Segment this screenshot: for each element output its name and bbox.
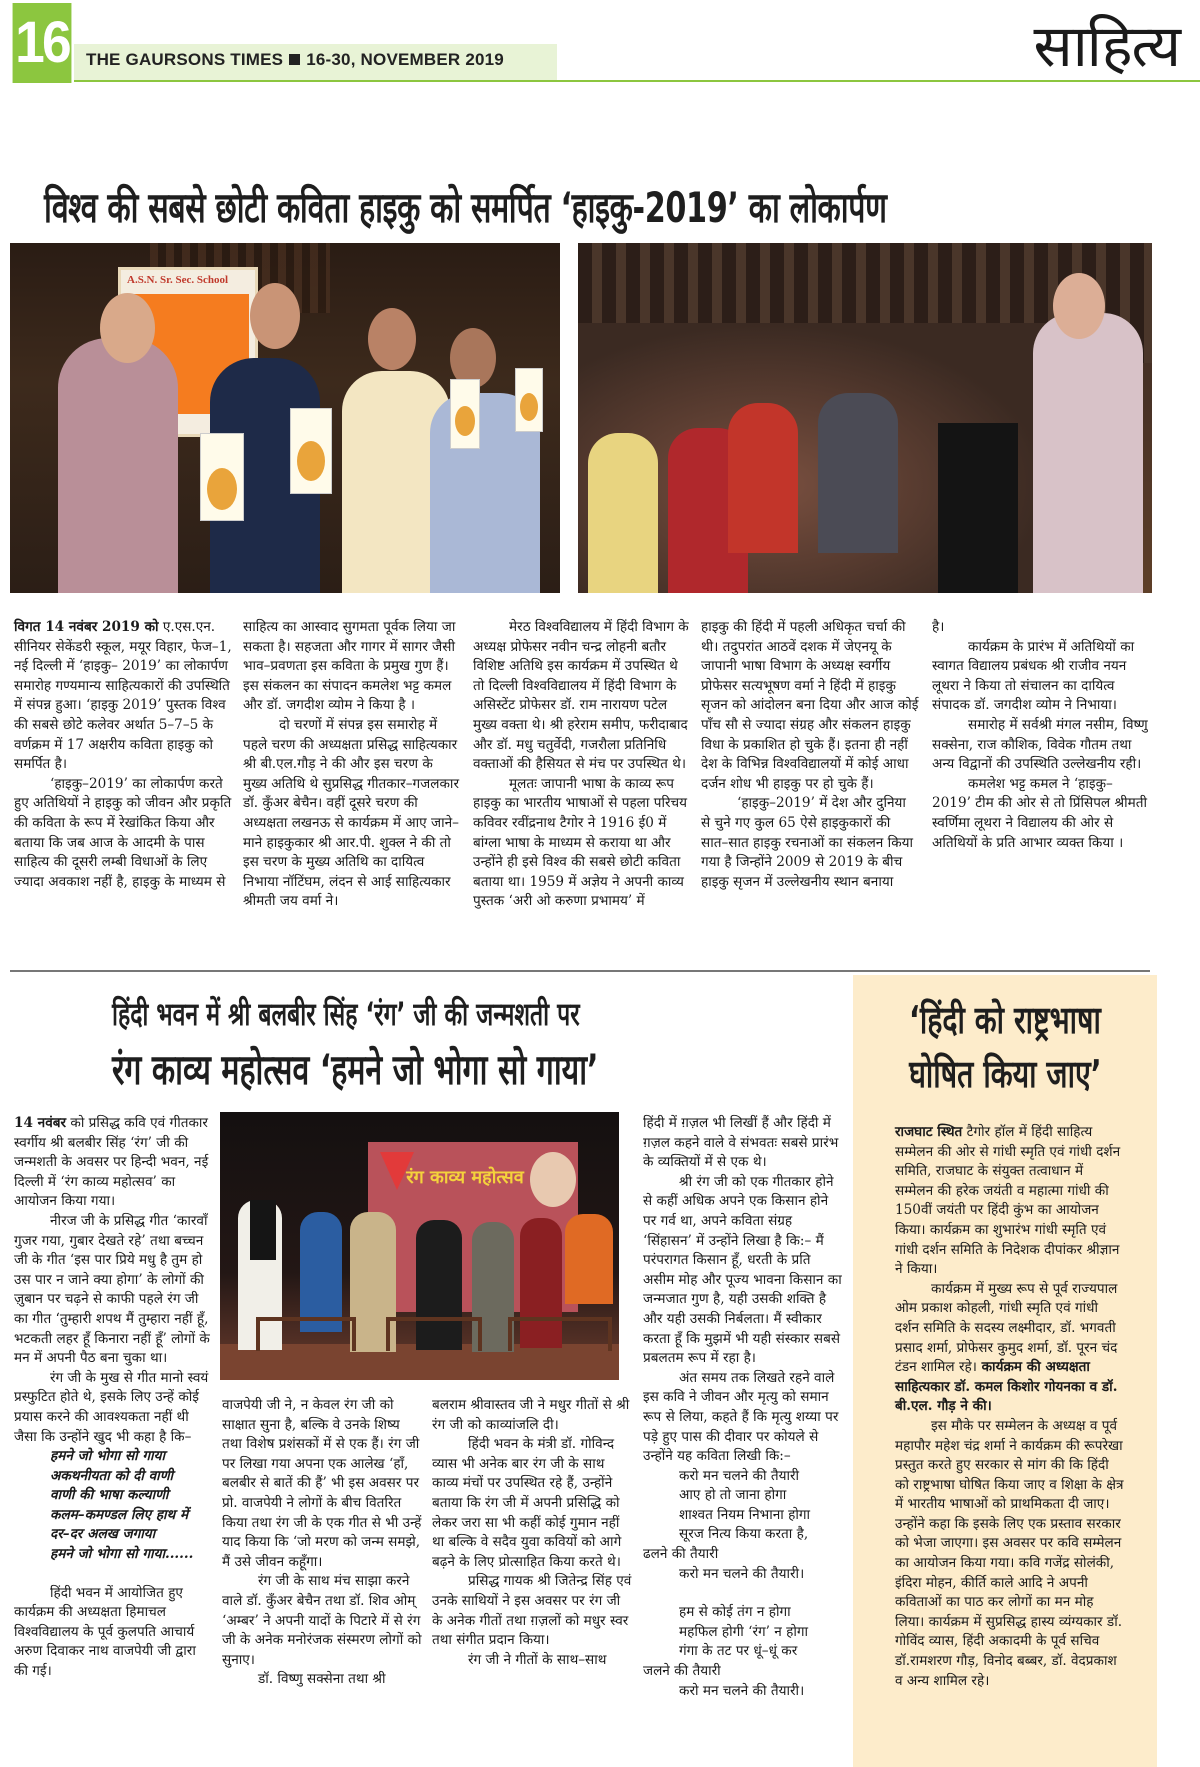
section-title: साहित्य — [1033, 12, 1180, 80]
book-haiku-2019 — [450, 379, 480, 449]
article2-headline-kicker: हिंदी भवन में श्री बलबीर सिंह ‘रंग’ जी की जन्मशती पर — [112, 995, 580, 1033]
paragraph: हाइकु की हिंदी में पहली अधिकृत चर्चा की थी। तदुपरांत आठवें दशक में जेएनयू के जापानी भाषा विभाग के अध्यक्ष स्वर्गीय प्रोफेसर सत्यभूषण वर्मा ने हिंदी में हाइकु सृजन को आंदोलन बना दिया और आज कोई पाँच सौ से ज्यादा संग्रह और संकलन हाइकु विधा के प्रकाशित हो चुके हैं। इतना ही नहीं देश के विभिन्न विश्वविद्यालयों में कोई आधा दर्जन शोध भी हाइकु पर हो चुके हैं। — [701, 619, 919, 792]
banner-text: A.S.N. Sr. Sec. School — [127, 274, 229, 286]
paragraph: रंग जी के साथ मंच साझा करने वाले डॉ. कुँअर बेचैन तथा डॉ. शिव ओम् ‘अम्बर’ ने अपनी यादों के पिटारे में से रंग जी के अनेक मनोरंजक संस्मरण लोगों को सुनाए। — [222, 1573, 422, 1668]
paragraph: हिंदी भवन के मंत्री डॉ. गोविन्द व्यास भी अनेक बार रंग जी के साथ काव्य मंचों पर उपस्थित रहे हैं, उन्होंने बताया कि रंग जी में अपनी प्रसिद्धि को लेकर जरा सा भी कहीं कोई गुमान नहीं था बल्कि वे सदैव युवा कवियों को आगे बढ़ने के लिए प्रोत्साहित किया करते थे। — [432, 1436, 622, 1570]
paragraph: दो चरणों में संपन्न इस समारोह में पहले चरण की अध्यक्षता प्रसिद्ध साहित्यकार श्री बी.एल.गौड़ ने की और इस चरण के मुख्य अतिथि थे सुप्रसिद्ध गीतकार–गजलकार डॉ. कुँअर बेचैन। वहीं दूसरे चरण की अध्यक्षता लखनऊ से कार्यक्रम में आए जाने–माने हाइकुकार श्री आर.पी. शुक्ल ने की तो इस चरण के मुख्य अतिथि का दायित्व निभाया नॉटिंघम, लंदन से आई साहित्यकार श्रीमती जय वर्मा ने। — [243, 716, 460, 910]
poem-line: हमने जो भोगा सो गाया — [50, 1448, 165, 1465]
verse-line: आए हो तो जाना होगा — [679, 1487, 787, 1504]
sidebar-headline — [853, 993, 1157, 1101]
paragraph: ‘हाइकु–2019’ का लोकार्पण करते हुए अतिथियों ने हाइकु को जीवन और प्रकृति की कविता के रूप में रेखांकित किया और बताया कि जब आज के आदमी के पास साहित्य की दूसरी लम्बी विधाओं के लिए ज्यादा अवकाश नहीं है, हाइकु के माध्यम से — [14, 775, 232, 890]
verse-refrain: करो मन चलने की तैयारी। — [679, 1565, 805, 1582]
book-haiku-2019 — [200, 433, 244, 521]
book-haiku-2019 — [290, 408, 332, 494]
paragraph-text: कार्यक्रम में मुख्य रूप से पूर्व राज्यपाल ओम प्रकाश कोहली, गांधी स्मृति एवं गांधी दर्शन समिति के सदस्य लक्ष्मीदार, डॉ. भगवती प्रसाद शर्मा, प्रोफेसर कुमुद शर्मा, डॉ. पूरन चंद टंडन शामिल रहे। — [895, 1280, 1118, 1376]
sidebar-headline-line: घोषित किया जाए’ — [908, 1052, 1102, 1096]
paragraph-text: ए.एस.एन. सीनियर सेकेंडरी स्कूल, मयूर विहार, फेज–1, नई दिल्ली में ‘हाइकु– 2019’ का लोकार्पण समारोह गण्यमान्य साहित्यकारों की उपस्थिति में संपन्न हुआ। ‘हाइकु 2019’ पुस्तक विश्व की सबसे छोटे कलेवर अर्थात 5–7–5 के वर्णक्रम में 17 अक्षरीय कविता हाइकु को समर्पित है। — [14, 619, 232, 773]
page-number: 16 — [13, 3, 72, 83]
verse-2 — [643, 1603, 843, 1701]
poem-line: कलम–कमण्डल लिए हाथ में — [50, 1506, 189, 1523]
verse-line: गंगा के तट पर धूं–धूं कर — [679, 1643, 798, 1660]
book-launch-photo — [10, 243, 560, 593]
verse-refrain: करो मन चलने की तैयारी। — [679, 1682, 805, 1699]
paragraph: बलराम श्रीवास्तव जी ने मधुर गीतों से श्री रंग जी को काव्यांजलि दी। — [432, 1397, 630, 1433]
paragraph: रंग जी ने गीतों के साथ–साथ — [468, 1651, 607, 1668]
article1-column-5 — [932, 618, 1150, 853]
verse-line: महफिल होगी ‘रंग’ न होगा — [679, 1623, 809, 1640]
article2-column-2 — [222, 1396, 422, 1690]
article2-column-3 — [432, 1396, 632, 1670]
article1-column-2 — [243, 618, 461, 912]
verse-line: ढलने की तैयारी — [643, 1546, 719, 1563]
audience-speaker-photo — [578, 243, 1152, 593]
podium — [938, 423, 1018, 593]
lead-dateline: राजघाट स्थित — [895, 1124, 963, 1140]
paragraph: इस मौके पर सम्मेलन के अध्यक्ष व पूर्व महापौर महेश चंद्र शर्मा ने कार्यक्रम की रूपरेखा प्रस्तुत करते हुए सरकार से मांग की कि हिंदी को राष्ट्रभाषा घोषित किया जाए व शिक्षा के क्षेत्र में भारतीय भाषाओं को प्राथमिकता दी जाए। उन्होंने कहा कि इसके लिए एक प्रस्ताव सरकार को भेजा जाएगा। इस अवसर पर कवि सम्मेलन का आयोजन किया गया। कवि गजेंद्र सोलंकी, इंदिरा मोहन, कीर्ति काले आदि ने अपनी कविताओं का पाठ कर लोगों का मन मोह लिया। कार्यक्रम में सुप्रसिद्ध हास्य व्यंग्यकार डॉ. गोविंद व्यास, हिंदी अकादमी के पूर्व सचिव डॉ.रामशरण गौड़, विनोद बब्बर, डॉ. वेदप्रकाश व अन्य शामिल रहे। — [895, 1417, 1124, 1689]
paragraph: हिंदी में ग़ज़ल भी लिखीं हैं और हिंदी में ग़ज़ल कहने वाले वे संभवतः सबसे प्रारंभ के व्यक्तियों में से एक थे। — [643, 1115, 839, 1171]
article1-column-1 — [14, 618, 232, 892]
paragraph-text-bold: कार्यक्रम की अध्यक्षता साहित्यकार डॉ. कमल किशोर गोयनका व डॉ. बी.एल. गौड़ ने की। — [895, 1359, 1118, 1415]
book-haiku-2019 — [515, 368, 543, 432]
verse-1 — [643, 1467, 843, 1585]
paragraph: समारोह में सर्वश्री मंगल नसीम, विष्णु सक्सेना, राज कौशिक, विवेक गौतम तथा अन्य विद्वानों की उपस्थिति उल्लेखनीय रही। — [932, 716, 1148, 773]
paragraph-text: टैगोर हॉल में हिंदी साहित्य सम्मेलन की ओर से गांधी स्मृति एवं गांधी दर्शन समिति, राजघाट के संयुक्त तत्वाधान में सम्मेलन की हरेक जयंती व महात्मा गांधी की 150वीं जयंती पर हिंदी कुंभ का आयोजन किया। कार्यक्रम का शुभारंभ गांधी स्मृति एवं गांधी दर्शन समिति के निदेशक दीपांकर श्रीज्ञान ने किया। — [895, 1124, 1121, 1278]
verse-line: हम से कोई तंग न होगा — [679, 1604, 791, 1621]
paragraph: प्रसिद्ध गायक श्री जितेन्द्र सिंह एवं उनके साथियों ने इस अवसर पर रंग जी के अनेक गीतों तथा ग़ज़लों को मधुर स्वर तथा संगीत प्रदान किया। — [432, 1573, 632, 1649]
paragraph: कार्यक्रम के प्रारंभ में अतिथियों का स्वागत विद्यालय प्रबंधक श्री राजीव नयन लूथरा ने किया तो संचालन का दायित्व संपादक डॉ. जगदीश व्योम ने निभाया। — [932, 638, 1135, 714]
poem-line: हमने जो भोगा सो गाया...... — [50, 1546, 194, 1563]
article1-column-3 — [473, 618, 691, 912]
sidebar-box — [853, 975, 1157, 1767]
paragraph: अंत समय तक लिखते रहने वाले इस कवि ने जीवन और मृत्यु को समान रूप से लिया, कहते हैं कि मृत्यु शय्या पर पड़े हुए पास की दीवार पर कोयले से उन्होंने यह कविता लिखी कि:– — [643, 1369, 839, 1465]
article2-column-4 — [643, 1114, 843, 1701]
masthead-rule — [74, 80, 1200, 82]
verse-line: सूरज नित्य किया करता है, — [679, 1526, 809, 1543]
paragraph: रंग जी के मुख से गीत मानो स्वयं प्रस्फुटित होते थे, इसके लिए उन्हें कोई प्रयास करने की आवश्यकता नहीं थी जैसा कि उन्होंने खुद भी कहा है कि– — [14, 1369, 209, 1445]
verse-line: शाश्वत नियम निभाना होगा — [679, 1506, 811, 1523]
verse-line: जलने की तैयारी — [643, 1663, 721, 1680]
lead-dateline: विगत 14 नवंबर 2019 को — [14, 619, 159, 635]
paragraph: हिंदी भवन में आयोजित हुए कार्यक्रम की अध्यक्षता हिमाचल विश्वविद्यालय के पूर्व कुलपति आचार्य अरुण दिवाकर नाथ वाजपेयी जी द्वारा की गई। — [14, 1584, 196, 1680]
paragraph: है। — [932, 619, 945, 635]
poem-line: वाणी की भाषा कल्याणी — [50, 1487, 169, 1504]
stage-book-release-photo — [220, 1112, 619, 1380]
backdrop-title: रंग काव्य महोत्सव — [406, 1167, 524, 1188]
lead-dateline: 14 नवंबर — [14, 1115, 67, 1131]
poem-line: दर–दर अलख जगाया — [50, 1526, 156, 1543]
paragraph: डॉ. विष्णु सक्सेना तथा श्री — [258, 1671, 386, 1688]
section-divider — [10, 970, 1150, 972]
paragraph: साहित्य का आस्वाद सुगमता पूर्वक लिया जा सकता है। सहजता और गागर में सागर जैसी भाव–प्रवणता इस कविता के प्रमुख गुण हैं। इस संकलन का संपादन कमलेश भट्ट कमल और डॉ. जगदीश व्योम ने किया है । — [243, 619, 456, 714]
issue-date: 16-30, NOVEMBER 2019 — [306, 50, 504, 69]
paragraph: मूलतः जापानी भाषा के काव्य रूप हाइकु का भारतीय भाषाओं से पहला परिचय कविवर रवींद्रनाथ टैगोर ने 1916 ई0 में बांग्ला भाषा के माध्यम से कराया था और उन्होंने ही इसे विश्व की सबसे छोटी कविता बताया था। 1959 में अज्ञेय ने अपनी काव्य पुस्तक ‘अरी ओ करुणा प्रभामय’ में — [473, 775, 688, 910]
article2-headline: रंग काव्य महोत्सव ‘हमने जो भोगा सो गाया’ — [112, 1045, 599, 1094]
poem-line: अकथनीयता को दी वाणी — [50, 1467, 174, 1484]
article1-headline: विश्व की सबसे छोटी कविता हाइकु को समर्पित ‘हाइकु-2019’ का लोकार्पण — [44, 183, 887, 232]
paragraph-text: को प्रसिद्ध कवि एवं गीतकार स्वर्गीय श्री बलबीर सिंह ‘रंग’ जी की जन्मशती के अवसर पर हिन्दी भवन, नई दिल्ली में ‘रंग काव्य महोत्सव’ का आयोजन किया गया। — [14, 1115, 209, 1210]
paragraph: श्री रंग जी को एक गीतकार होने से कहीं अधिक अपने एक किसान होने पर गर्व था, अपने कविता संग्रह ‘सिंहासन’ में उन्होंने लिखा है कि:– मैं परंपरागत किसान हूँ, धरती के प्रति असीम मोह और पूज्य भावना किसान का जन्मजात गुण है, यही उसकी शक्ति है और यही उसकी निर्बलता। मैं स्वीकार करता हूँ कि मुझमें भी यही संस्कार सबसे प्रबलतम रूप में रहा है। — [643, 1173, 842, 1367]
paragraph: मेरठ विश्वविद्यालय में हिंदी विभाग के अध्यक्ष प्रोफेसर नवीन चन्द्र लोहनी बतौर विशिष्ट अतिथि इस कार्यक्रम में उपस्थित थे तो दिल्ली विश्वविद्यालय में हिंदी विभाग के असिस्टेंट प्रोफेसर डॉ. राम नारायण पटेल मुख्य वक्ता थे। श्री हरेराम समीप, फरीदाबाद और डॉ. मधु चतुर्वेदी, गजरौला प्रतिनिधि वक्ताओं की हैसियत से मंच पर उपस्थित थे। — [473, 619, 689, 773]
sidebar-headline-line: ‘हिंदी को राष्ट्रभाषा — [909, 998, 1101, 1042]
sidebar-body — [895, 1123, 1125, 1691]
verse-line: करो मन चलने की तैयारी — [679, 1467, 800, 1484]
paragraph: कमलेश भट्ट कमल ने ‘हाइकु–2019’ टीम की ओर से तो प्रिंसिपल श्रीमती स्वर्णिमा लूथरा ने विद्यालय की ओर से अतिथियों के प्रति आभार व्यक्त किया । — [932, 775, 1147, 851]
square-bullet-icon — [289, 54, 300, 65]
paragraph: वाजपेयी जी ने, न केवल रंग जी को साक्षात सुना है, बल्कि वे उनके शिष्य तथा विशेष प्रशंसकों में से एक हैं। रंग जी पर लिखा गया अपना एक आलेख ‘हाँ, बलबीर से बातें की हैं’ भी इस अवसर पर प्रो. वाजपेयी ने लोगों के बीच वितरित किया तथा रंग जी के एक गीत से भी उन्हें याद किया कि ‘जो मरण को जन्म समझे, मैं उसे जीवन कहूँगा। — [222, 1397, 422, 1570]
article2-column-1 — [14, 1114, 214, 1682]
masthead — [86, 50, 504, 70]
speaker — [1033, 313, 1143, 593]
paragraph: नीरज जी के प्रसिद्ध गीत ‘कारवाँ गुजर गया, गुबार देखते रहे’ तथा बच्चन जी के गीत ‘इस पार प्रिये मधु है तुम हो उस पार न जाने क्या होगा’ के लोगों की ज़ुबान पर चढ़ने से काफी पहले रंग जी का गीत ‘तुम्हारी शपथ मैं तुम्हारा नहीं हूँ, भटकती लहर हूँ किनारा नहीं हूँ’ लोगों के मन में अपनी पैठ बना चुका था। — [14, 1212, 210, 1367]
article1-column-4 — [701, 618, 919, 892]
paragraph: ‘हाइकु–2019’ में देश और दुनिया से चुने गए कुल 65 ऐसे हाइकुकारों की सात–सात हाइकु रचनाओं का संकलन किया गया है जिन्होंने 2009 से 2019 के बीच हाइकु सृजन में उल्लेखनीय स्थान बनाया — [701, 795, 914, 890]
poem — [14, 1447, 214, 1565]
publication-name: THE GAURSONS TIMES — [86, 50, 284, 69]
